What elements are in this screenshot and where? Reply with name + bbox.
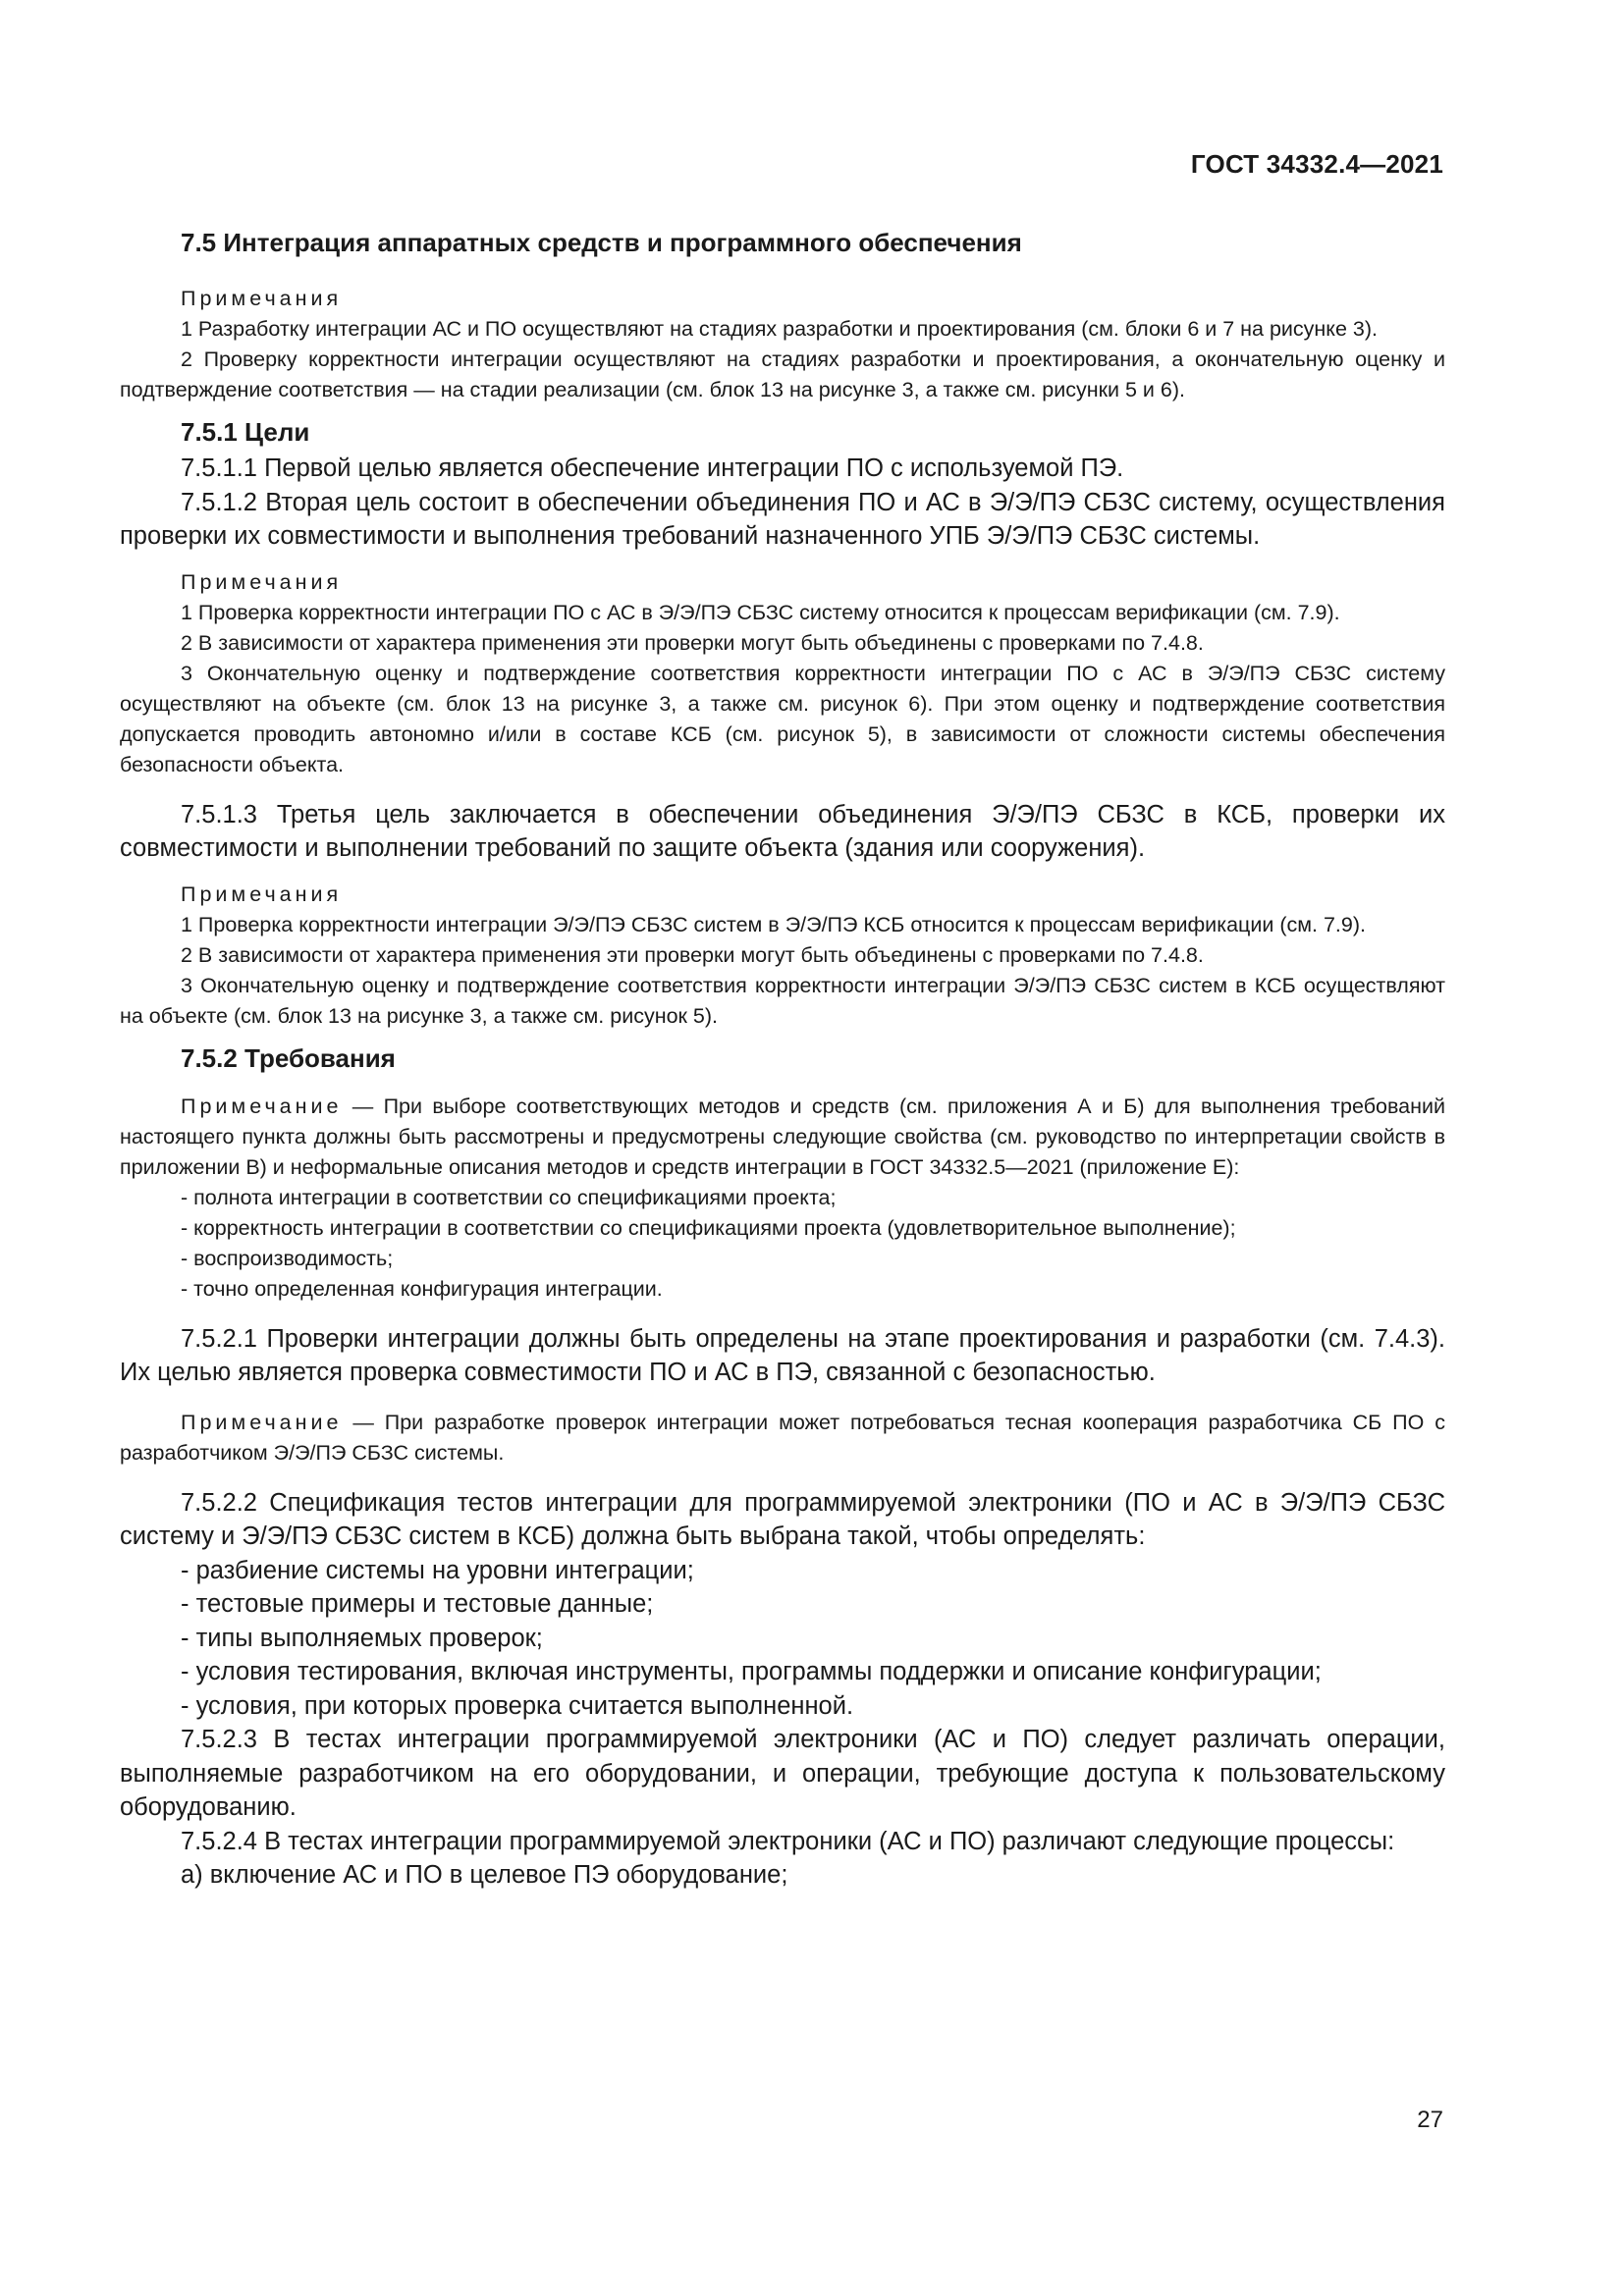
note-item: 3 Окончательную оценку и подтверждение соответствия корректности интеграции ПО с АС в Э/Э/ПЭ СБЗС систему осуществляют на объекте (см. блок 13 на рисунке 3, а также см. рисунок 6). При этом оценку и подтверждение соответствия допускается проводить автономно и/или в составе КСБ (см. рисунок 5), в зависимости от сложности системы обеспечения безопасности объекта. — [120, 661, 1445, 776]
notes-label: Примечания — [181, 881, 343, 906]
paragraph: 7.5.2.4 В тестах интеграции программируемой электроники (АС и ПО) различают следующие процессы: — [181, 1827, 1395, 1855]
note-paragraph — [120, 1408, 1445, 1468]
paragraph: 7.5.1.1 Первой целью является обеспечение интеграции ПО с используемой ПЭ. — [181, 454, 1124, 482]
note-item: 1 Проверка корректности интеграции Э/Э/ПЭ СБЗС систем в Э/Э/ПЭ КСБ относится к процессам верификации (см. 7.9). — [181, 912, 1366, 936]
paragraph: 7.5.2.1 Проверки интеграции должны быть определены на этапе проектирования и разработки (см. 7.4.3). Их целью является проверка совместимости ПО и АС в ПЭ, связанной с безопасностью. — [120, 1324, 1445, 1386]
note-item: 2 В зависимости от характера применения эти проверки могут быть объединены с проверками по 7.4.8. — [181, 942, 1204, 967]
subsection-title: 7.5.2 Требования — [181, 1042, 396, 1073]
list-item: - условия, при которых проверка считается выполненной. — [181, 1691, 854, 1720]
notes-label: Примечания — [181, 287, 343, 310]
notes-label: Примечания — [181, 569, 343, 594]
note-list-item: - корректность интеграции в соответствии со спецификациями проекта (удовлетворительное выполнение); — [181, 1215, 1236, 1240]
list-item: - условия тестирования, включая инструменты, программы поддержки и описание конфигурации; — [181, 1658, 1322, 1685]
note-item: 1 Проверка корректности интеграции ПО с АС в Э/Э/ПЭ СБЗС систему относится к процессам верификации (см. 7.9). — [181, 600, 1340, 624]
list-item: - тестовые примеры и тестовые данные; — [181, 1590, 654, 1618]
note-list-item: - воспроизводимость; — [181, 1246, 394, 1270]
page-body — [120, 220, 1445, 1893]
note-list-item: - точно определенная конфигурация интеграции. — [181, 1276, 663, 1301]
paragraph: 7.5.2.2 Спецификация тестов интеграции для программируемой электроники (ПО и АС в Э/Э/ПЭ СБЗС систему и Э/Э/ПЭ СБЗС систем в КСБ) должна быть выбрана такой, чтобы определять: — [120, 1488, 1445, 1550]
note-label: Примечание — [181, 1410, 343, 1434]
note-text: — При выборе соответствующих методов и средств (см. приложения А и Б) для выполнения требований настоящего пункта должны быть рассмотрены и предусмотрены следующие свойства (см. руководство по интерпретации свойств в приложении В) и неформальные описания методов и средств интеграции в ГОСТ 34332.5—2021 (приложение Е): — [120, 1094, 1445, 1179]
note-item: 2 В зависимости от характера применения эти проверки могут быть объединены с проверками по 7.4.8. — [181, 630, 1204, 655]
subsection-title: 7.5.1 Цели — [181, 417, 310, 447]
paragraph: 7.5.2.3 В тестах интеграции программируемой электроники (АС и ПО) следует различать операции, выполняемые разработчиком на его оборудовании, и операции, требующие доступа к пользовательскому оборудованию. — [120, 1726, 1445, 1821]
note-item: 3 Окончательную оценку и подтверждение соответствия корректности интеграции Э/Э/ПЭ СБЗС систем в КСБ осуществляют на объекте (см. блок 13 на рисунке 3, а также см. рисунок 5). — [120, 973, 1445, 1028]
list-item: - разбиение системы на уровни интеграции; — [181, 1556, 694, 1584]
document-code: ГОСТ 34332.4—2021 — [1190, 149, 1443, 179]
note-label: Примечание — [181, 1094, 343, 1118]
note-item: 1 Разработку интеграции АС и ПО осуществляют на стадиях разработки и проектирования (см. блоки 6 и 7 на рисунке 3). — [181, 317, 1378, 341]
paragraph: 7.5.1.3 Третья цель заключается в обеспечении объединения Э/Э/ПЭ СБЗС в КСБ, проверки их совместимости и выполнении требований по защите объекта (здания или сооружения). — [120, 800, 1445, 862]
note-paragraph — [120, 1092, 1445, 1183]
note-item: 2 Проверку корректности интеграции осуществляют на стадиях разработки и проектирования, а окончательную оценку и подтверждение соответствия — на стадии реализации (см. блок 13 на рисунке 3, а также см. рисунки 5 и 6). — [120, 347, 1445, 401]
page-number: 27 — [1417, 2107, 1443, 2133]
list-item: - типы выполняемых проверок; — [181, 1624, 543, 1652]
note-list-item: - полнота интеграции в соответствии со спецификациями проекта; — [181, 1185, 837, 1209]
note-text: — При разработке проверок интеграции может потребоваться тесная кооперация разработчика СБ ПО с разработчиком Э/Э/ПЭ СБЗС системы. — [120, 1410, 1445, 1465]
paragraph: 7.5.1.2 Вторая цель состоит в обеспечении объединения ПО и АС в Э/Э/ПЭ СБЗС систему, осуществления проверки их совместимости и выполнения требований назначенного УПБ Э/Э/ПЭ СБЗС системы. — [120, 488, 1445, 550]
list-item: а) включение АС и ПО в целевое ПЭ оборудование; — [181, 1861, 788, 1889]
section-title: 7.5 Интеграция аппаратных средств и программного обеспечения — [181, 228, 1022, 257]
